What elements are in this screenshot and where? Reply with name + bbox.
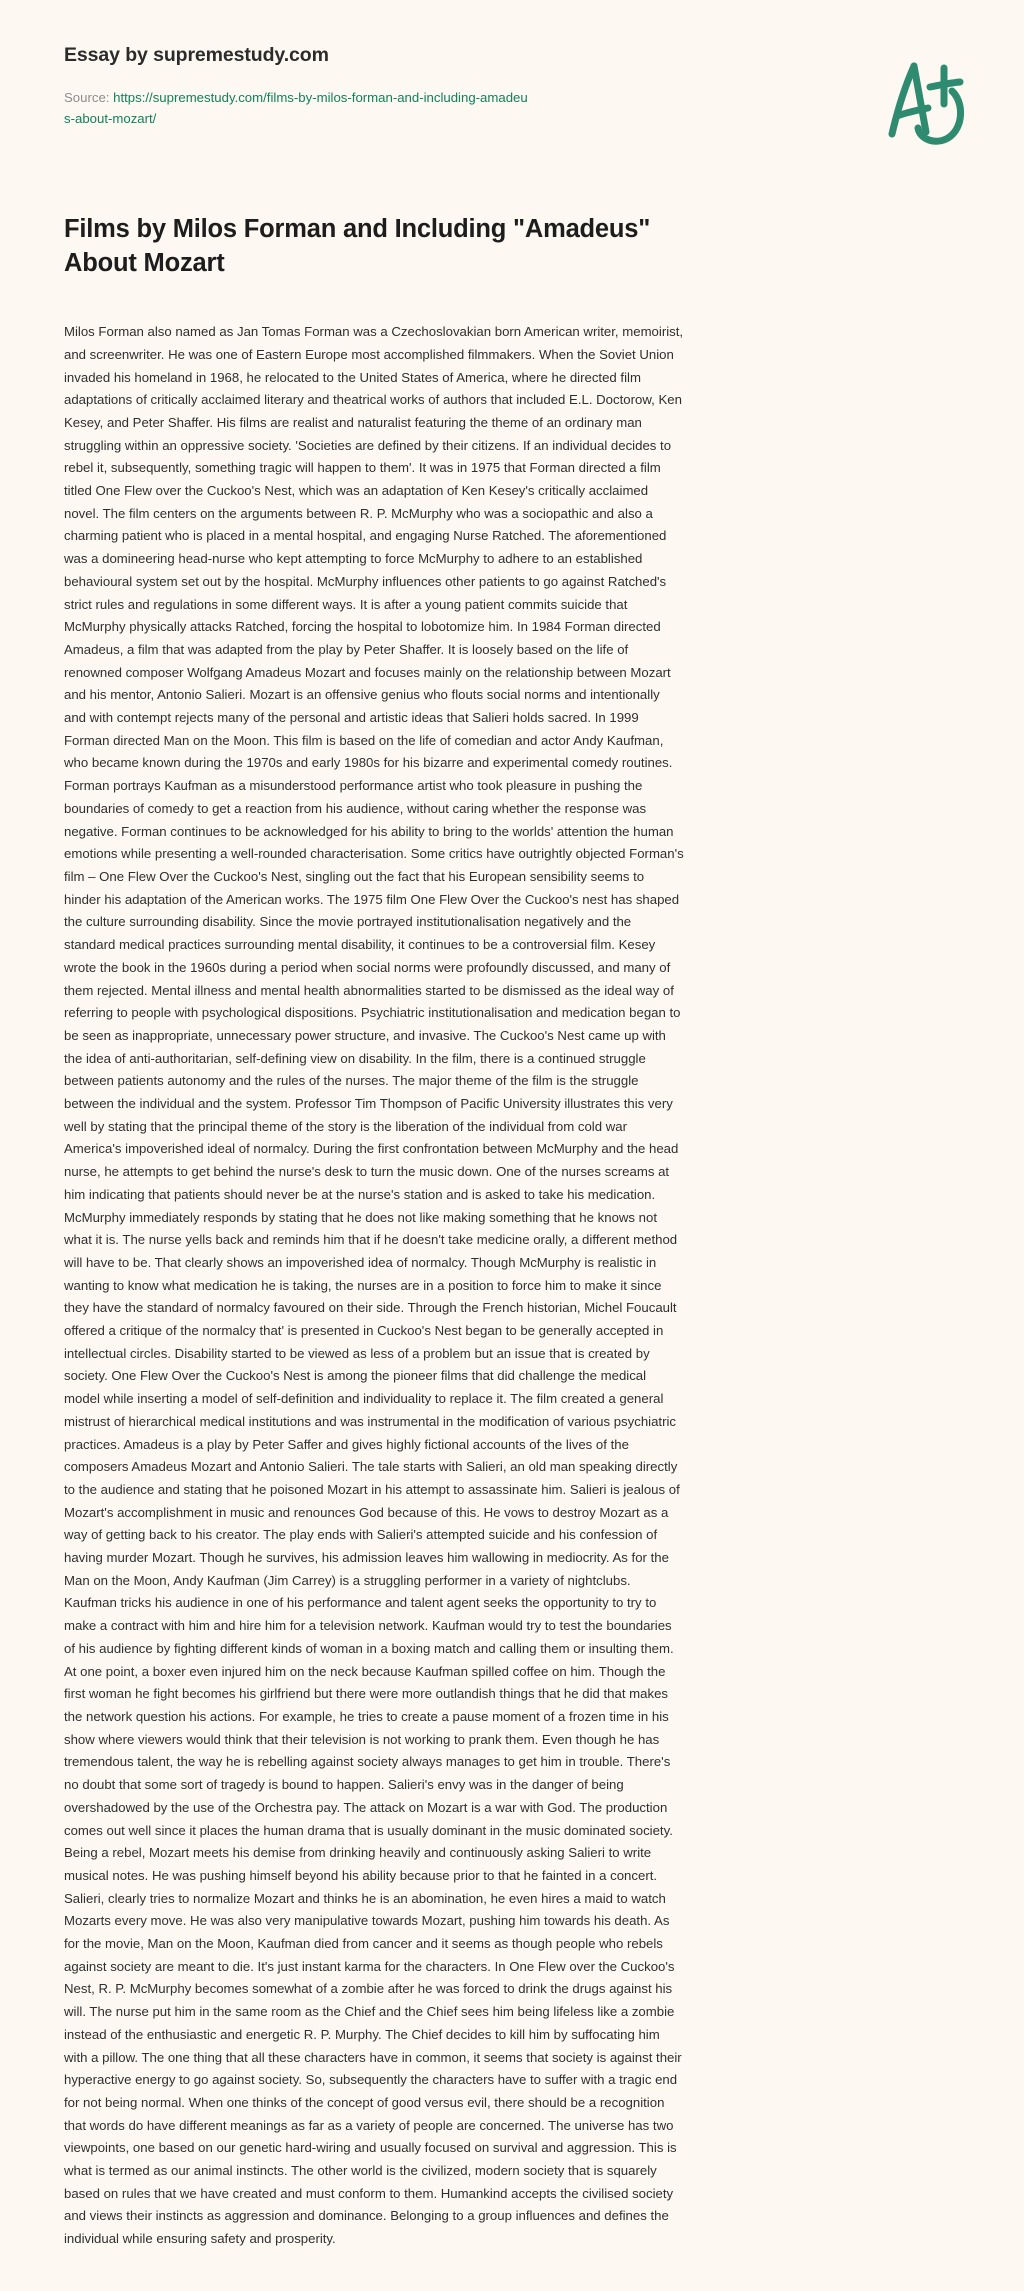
source-label: Source: — [64, 90, 110, 106]
source-line — [64, 88, 534, 129]
article-body-text: Milos Forman also named as Jan Tomas Forman was a Czechoslovakian born American writer, memoirist, and screenwriter. He was one of Eastern Europe most accomplished filmmakers. When the Soviet Union invaded his homeland in 1968, he relocated to the United States of America, where he directed film adaptations of critically acclaimed literary and theatrical works of authors that included E.L. Doctorow, Ken Kesey, and Peter Shaffer. His films are realist and naturalist featuring the theme of an ordinary man struggling within an oppressive society. 'Societies are defined by their citizens. If an individual decides to rebel it, subsequently, something tragic will happen to them'. It was in 1975 that Forman directed a film titled One Flew over the Cuckoo's Nest, which was an adaptation of Ken Kesey's critically acclaimed novel. The film centers on the arguments between R. P. McMurphy who was a sociopathic and also a charming patient who is placed in a mental hospital, and engaging Nurse Ratched. The aforementioned was a domineering head-nurse who kept attempting to force McMurphy to adhere to an established behavioural system set out by the hospital. McMurphy influences other patients to go against Ratched's strict rules and regulations in some different ways. It is after a young patient commits suicide that McMurphy physically attacks Ratched, forcing the hospital to lobotomize him. In 1984 Forman directed Amadeus, a film that was adapted from the play by Peter Shaffer. It is loosely based on the life of renowned composer Wolfgang Amadeus Mozart and focuses mainly on the relationship between Mozart and his mentor, Antonio Salieri. Mozart is an offensive genius who flouts social norms and intentionally and with contempt rejects many of the personal and artistic ideas that Salieri holds sacred. In 1999 Forman directed Man on the Moon. This film is based on the life of comedian and actor Andy Kaufman, who became known during the 1970s and early 1980s for his bizarre and experimental comedy routines. Forman portrays Kaufman as a misunderstood performance artist who took pleasure in pushing the boundaries of comedy to get a reaction from his audience, without caring whether the response was negative. Forman continues to be acknowledged for his ability to bring to the worlds' attention the human emotions while presenting a well-rounded characterisation. Some critics have outrightly objected Forman's film – One Flew Over the Cuckoo's Nest, singling out the fact that his European sensibility seems to hinder his adaptation of the American works. The 1975 film One Flew Over the Cuckoo's nest has shaped the culture surrounding disability. Since the movie portrayed institutionalisation negatively and the standard medical practices surrounding mental disability, it continues to be a controversial film. Kesey wrote the book in the 1960s during a period when social norms were profoundly discussed, and many of them rejected. Mental illness and mental health abnormalities started to be dismissed as the ideal way of referring to people with psychological dispositions. Psychiatric institutionalisation and medication began to be seen as inappropriate, unnecessary power structure, and invasive. The Cuckoo's Nest came up with the idea of anti-authoritarian, self-defining view on disability. In the film, there is a continued struggle between patients autonomy and the rules of the nurses. The major theme of the film is the struggle between the individual and the system. Professor Tim Thompson of Pacific University illustrates this very well by stating that the principal theme of the story is the liberation of the individual from cold war America's impoverished ideal of normalcy. During the first confrontation between McMurphy and the head nurse, he attempts to get behind the nurse's desk to turn the music down. One of the nurses screams at him indicating that patients should never be at the nurse's station and is asked to take his medication. McMurphy immediately responds by stating that he does not like making something that he knows not what it is. The nurse yells back and reminds him that if he doesn't take medicine orally, a different method will have to be. That clearly shows an impoverished idea of normalcy. Though McMurphy is realistic in wanting to know what medication he is taking, the nurses are in a position to force him to make it since they have the standard of normalcy favoured on their side. Through the French historian, Michel Foucault offered a critique of the normalcy that' is presented in Cuckoo's Nest began to be generally accepted in intellectual circles. Disability started to be viewed as less of a problem but an issue that is created by society. One Flew Over the Cuckoo's Nest is among the pioneer films that did challenge the medical model while inserting a model of self-definition and individuality to replace it. The film created a general mistrust of hierarchical medical institutions and was instrumental in the modification of various psychiatric practices. Amadeus is a play by Peter Saffer and gives highly fictional accounts of the lives of the composers Amadeus Mozart and Antonio Salieri. The tale starts with Salieri, an old man speaking directly to the audience and stating that he poisoned Mozart in his attempt to assassinate him. Salieri is jealous of Mozart's accomplishment in music and renounces God because of this. He vows to destroy Mozart as a way of getting back to his creator. The play ends with Salieri's attempted suicide and his confession of having murder Mozart. Though he survives, his admission leaves him wallowing in mediocrity. As for the Man on the Moon, Andy Kaufman (Jim Carrey) is a struggling performer in a variety of nightclubs. Kaufman tricks his audience in one of his performance and talent agent seeks the opportunity to try to make a contract with him and hire him for a television network. Kaufman would try to test the boundaries of his audience by fighting different kinds of woman in a boxing match and calling them or insulting them. At one point, a boxer even injured him on the neck because Kaufman spilled coffee on him. Though the first woman he fight becomes his girlfriend but there were more outlandish things that he did that makes the network question his actions. For example, he tries to create a pause moment of a frozen time in his show where viewers would think that their television is not working to prank them. Even though he has tremendous talent, the way he is rebelling against society always manages to get him in trouble. There's no doubt that some sort of tragedy is bound to happen. Salieri's envy was in the danger of being overshadowed by the use of the Orchestra pay. The attack on Mozart is a war with God. The production comes out well since it places the human drama that is usually dominant in the music dominated society. Being a rebel, Mozart meets his demise from drinking heavily and continuously asking Salieri to write musical notes. He was pushing himself beyond his ability because prior to that he fainted in a concert. Salieri, clearly tries to normalize Mozart and thinks he is an abomination, he even hires a maid to watch Mozarts every move. He was also very manipulative towards Mozart, pushing him towards his death. As for the movie, Man on the Moon, Kaufman died from cancer and it seems as though people who rebels against society are meant to die. It's just instant karma for the characters. In One Flew over the Cuckoo's Nest, R. P. McMurphy becomes somewhat of a zombie after he was forced to drink the drugs against his will. The nurse put him in the same room as the Chief and the Chief sees him being lifeless like a zombie instead of the enthusiastic and energetic R. P. Murphy. The Chief decides to kill him by suffocating him with a pillow. The one thing that all these characters have in common, it seems that society is against their hyperactive energy to go against society. So, subsequently the characters have to suffer with a tragic end for not being normal. When one thinks of the concept of good versus evil, there should be a recognition that words do have different meanings as far as a variety of people are concerned. The universe has two viewpoints, one based on our genetic hard-wiring and usually focused on survival and aggression. This is what is termed as our animal instincts. The other world is the civilized, modern society that is squarely based on rules that we have created and must conform to them. Humankind accepts the civilised society and views their instincts as aggression and dominance. Belonging to a group influences and defines the individual while ensuring safety and prosperity. — [64, 324, 684, 2247]
page-header — [0, 0, 1024, 129]
site-title: Essay by supremestudy.com — [64, 44, 329, 66]
article — [0, 129, 1024, 2291]
source-url-link[interactable]: https://supremestudy.com/films-by-milos-forman-and-including-amadeus-about-mozart/ — [64, 90, 528, 126]
page-title: Films by Milos Forman and Including "Amadeus" About Mozart — [64, 215, 651, 278]
